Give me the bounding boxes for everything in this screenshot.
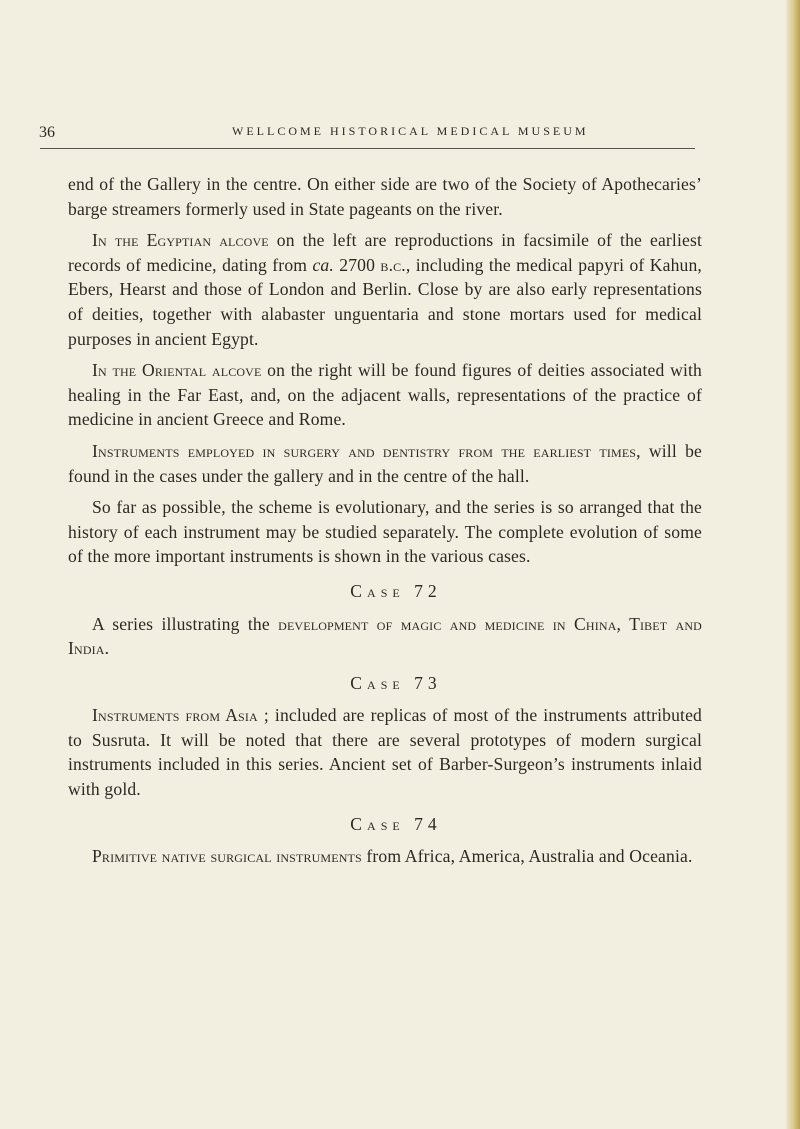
page-edge bbox=[786, 0, 800, 1129]
page-number: 36 bbox=[39, 124, 55, 141]
case-72-heading: Case 72 bbox=[350, 580, 442, 601]
text-fragment: from Africa, America, Australia and Oceania. bbox=[361, 846, 693, 867]
paragraph-instruments bbox=[68, 439, 702, 488]
text-fragment: A series illustrating the bbox=[92, 613, 279, 634]
lead-egyptian-alcove: In the Egyptian alcove bbox=[92, 230, 269, 251]
text-fragment: on the left are reproductions in facsimile of the earliest records of medicine, dating from bbox=[68, 230, 702, 275]
page-body bbox=[68, 172, 702, 876]
circa-abbrev: ca. bbox=[312, 254, 334, 275]
text-fragment: China, Tibet and India. bbox=[68, 613, 703, 659]
text-fragment: , including the medical papyri of Kahun, Ebers, Hearst and those of London and Berlin. Close by are also early representations of deities, together with alabaster unguentaria and stone mortars used for medical purposes in ancient Egypt. bbox=[68, 254, 702, 349]
case-74-heading: Case 74 bbox=[350, 813, 442, 834]
case-74-description bbox=[68, 844, 702, 869]
case-72-description bbox=[68, 612, 702, 661]
paragraph-oriental-alcove bbox=[68, 358, 702, 432]
paragraph-scheme: So far as possible, the scheme is evolutionary, and the series is so arranged that the history of each instrument may be studied separately. The complete evolution of some of the more important instruments is shown in the various cases. bbox=[68, 497, 702, 567]
case-73-description bbox=[68, 703, 702, 801]
lead-case-74: Primitive native surgical instruments bbox=[92, 846, 362, 867]
case-73-heading: Case 73 bbox=[350, 672, 442, 693]
case-72-smallcaps: development of magic and medicine in bbox=[278, 613, 566, 634]
lead-oriental-alcove: In the Oriental alcove bbox=[92, 360, 262, 381]
text-fragment: on the right will be found figures of deities associated with healing in the Far East, and, on the adjacent walls, representations of the practice of medicine in ancient Greece and Rome. bbox=[68, 360, 702, 430]
bc-abbrev: b.c. bbox=[380, 254, 406, 275]
running-head: WELLCOME HISTORICAL MEDICAL MUSEUM bbox=[232, 124, 589, 138]
paragraph-egyptian-alcove bbox=[68, 228, 702, 351]
text-fragment: 2700 bbox=[333, 254, 381, 275]
text-fragment: ; included are replicas of most of the instruments attributed to Susruta. It will be noted that there are several prototypes of modern surgical instruments included in this series. Ancient set of Barber-Surgeon’s instruments inlaid with gold. bbox=[68, 705, 702, 800]
header-rule bbox=[40, 148, 695, 149]
text-fragment: , will be found in the cases under the gallery and in the centre of the hall. bbox=[68, 440, 702, 486]
paragraph-gallery: end of the Gallery in the centre. On either side are two of the Society of Apothecaries’ barge streamers formerly used in State pageants on the river. bbox=[68, 174, 702, 219]
lead-instruments: Instruments employed in surgery and dentistry from the earliest times bbox=[92, 440, 637, 461]
lead-case-73: Instruments from Asia bbox=[92, 705, 258, 726]
